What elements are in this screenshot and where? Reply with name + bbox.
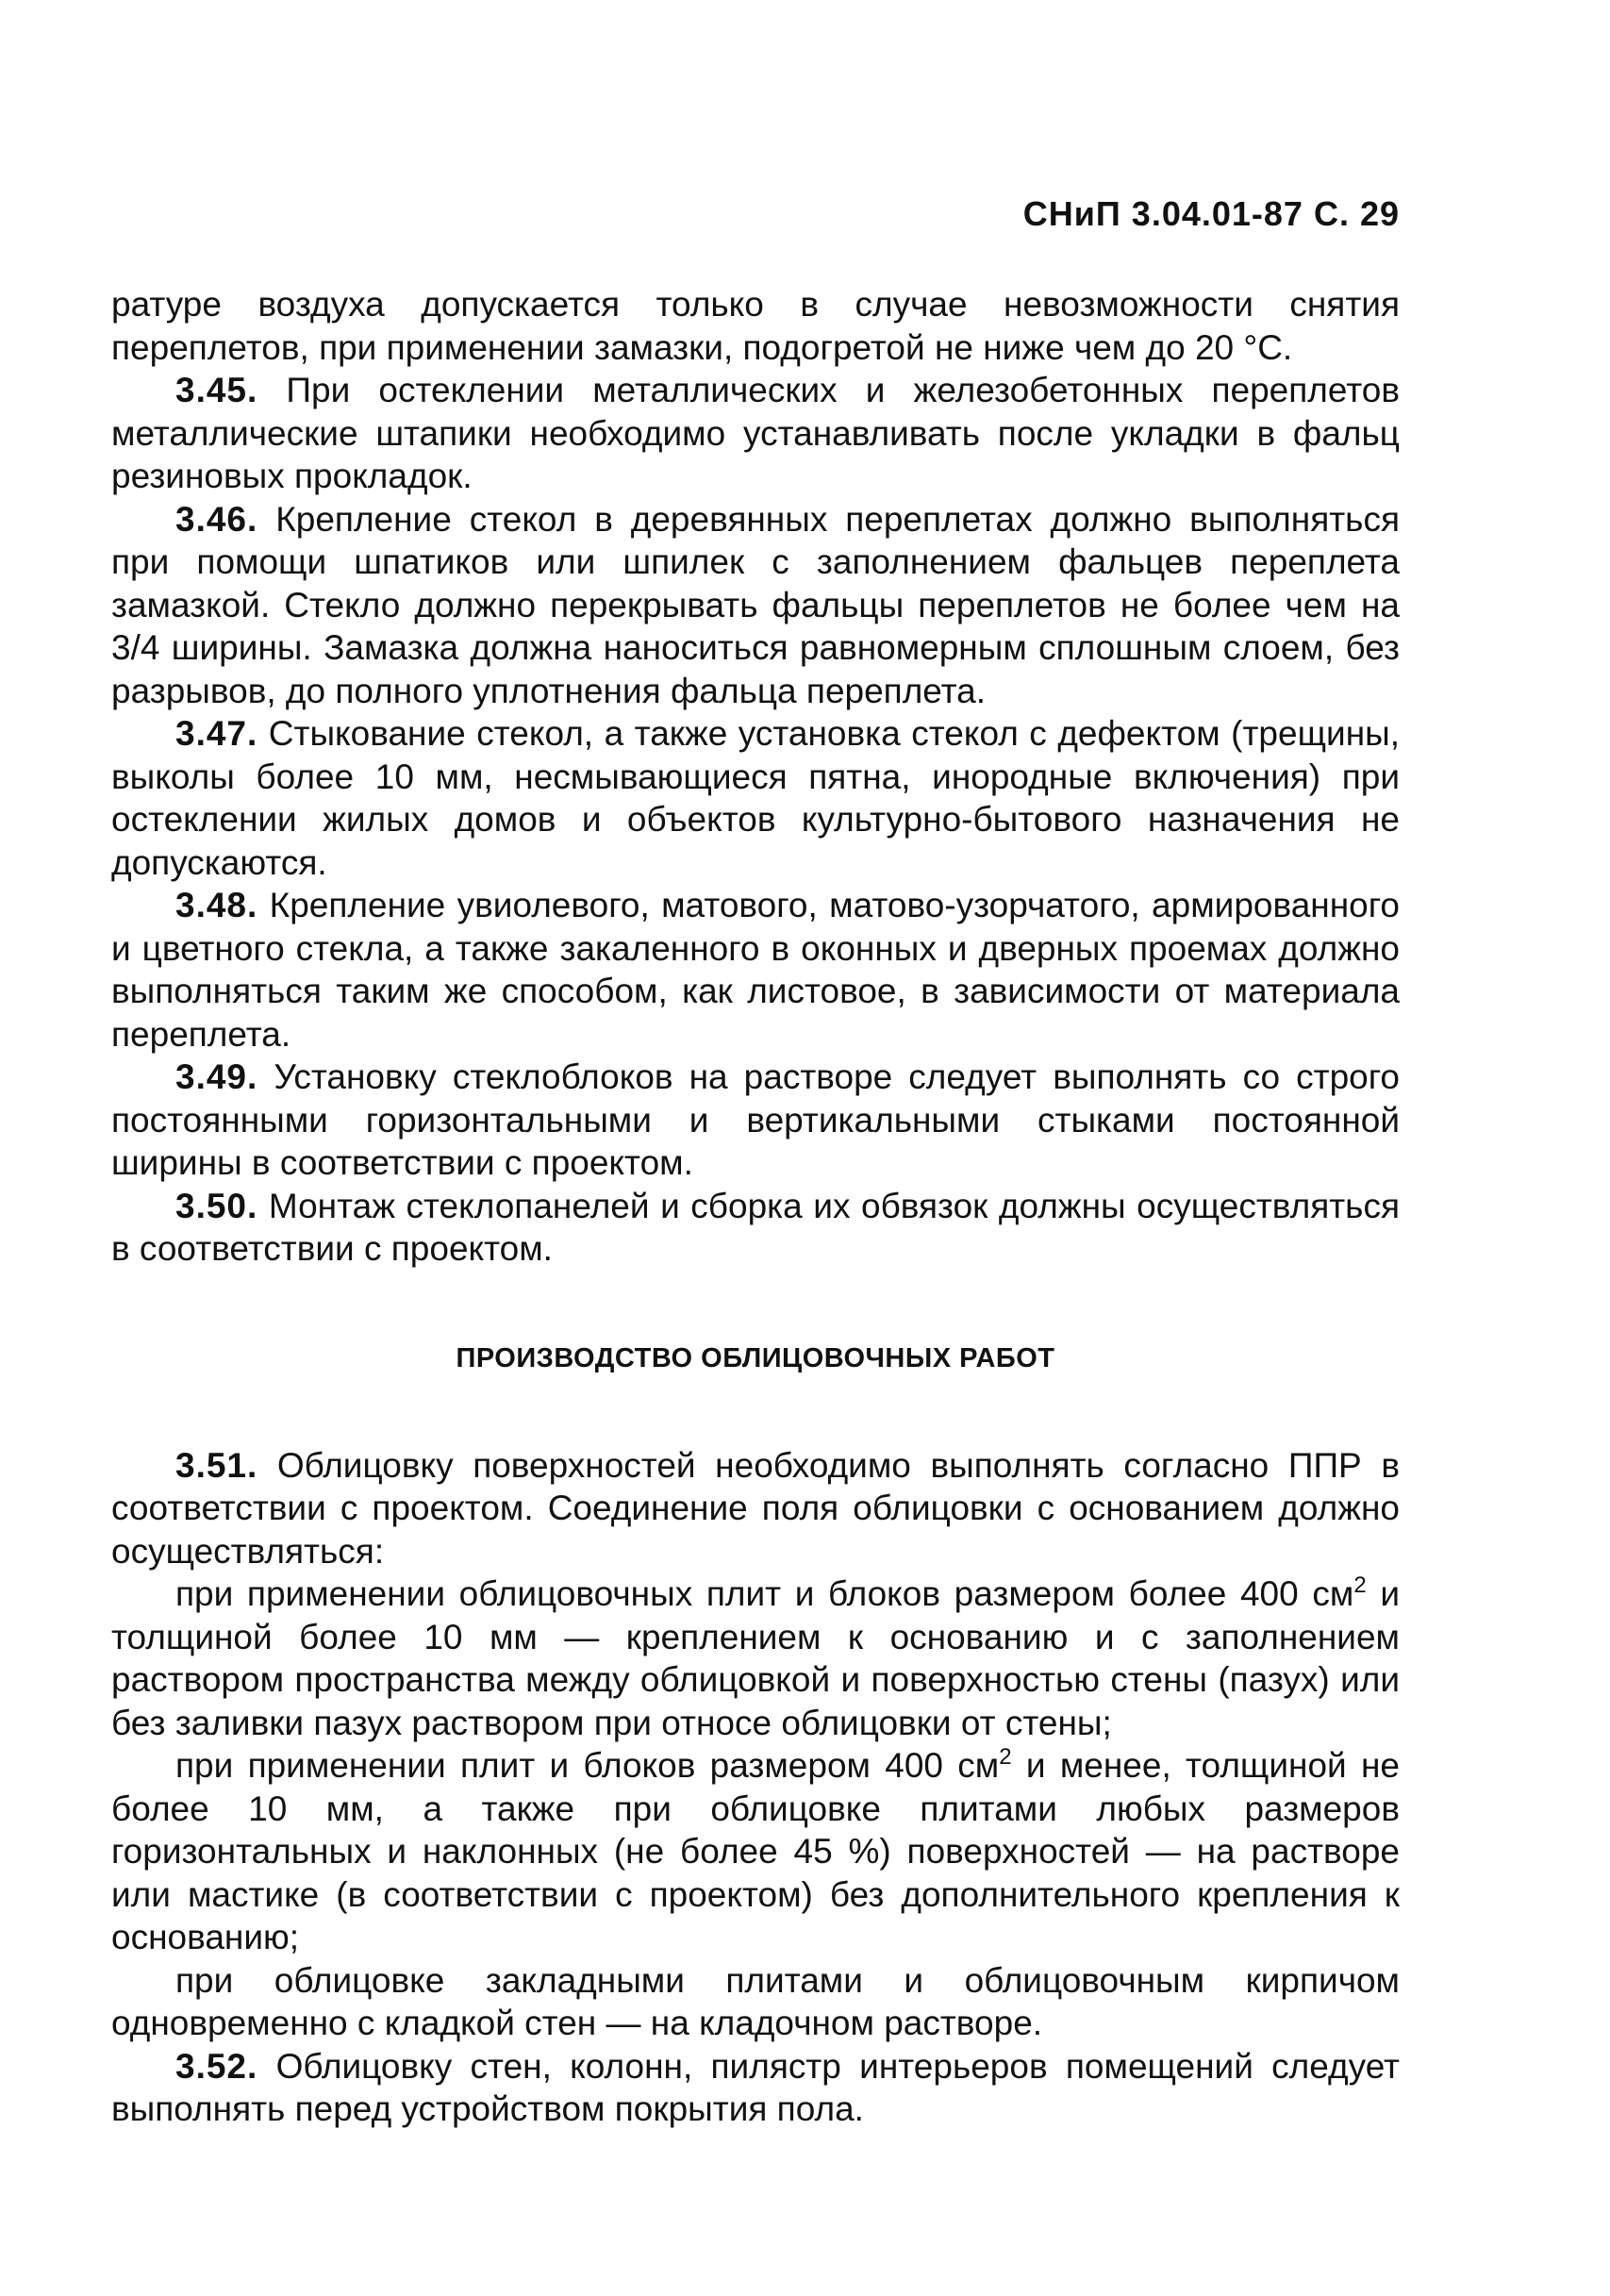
superscript-2: 2 (1353, 1572, 1367, 1598)
subparagraph-large-plates (111, 1572, 1400, 1744)
paragraph-text: При остеклении металлических и железобетонных переплетов металлические штапики необходимо устанавливать после укладки в фальц резиновых прокладок. (111, 371, 1400, 495)
paragraph-text: Монтаж стеклопанелей и сборка их обвязок должны осуществляться в соответствии с проектом. (111, 1186, 1400, 1268)
paragraph-number: 3.50. (175, 1186, 258, 1225)
paragraph-3-50 (111, 1185, 1400, 1271)
paragraph-3-52 (111, 2045, 1400, 2131)
subparagraph-text-b: и толщиной более 10 мм — креплением к основанию и с заполнением раствором пространства между облицовкой и поверхностью стены (пазух) или без заливки пазух раствором при относе облицовки от стены; (111, 1574, 1400, 1742)
paragraph-text: ратуре воздуха допускается только в случае невозможности снятия переплетов, при применении замазки, подогретой не ниже чем до 20 °С. (111, 285, 1400, 367)
subparagraph-text: при облицовке закладными плитами и облицовочным кирпичом одновременно с кладкой стен — на кладочном растворе. (111, 1960, 1400, 2042)
subparagraph-small-plates (111, 1744, 1400, 1959)
superscript-2: 2 (999, 1744, 1012, 1770)
paragraph-number: 3.47. (175, 714, 258, 753)
subparagraph-text-a: при применении облицовочных плит и блоков размером более 400 см (175, 1574, 1354, 1613)
paragraph-text: Стыкование стекол, а также установка стекол с дефектом (трещины, выколы более 10 мм, несмывающиеся пятна, инородные включения) при остеклении жилых домов и объектов культурно-бытового назначения не допускаются. (111, 714, 1400, 882)
paragraph-text: Установку стеклоблоков на растворе следует выполнять со строго постоянными горизонтальными и вертикальными стыками постоянной ширины в соответствии с проектом. (111, 1057, 1400, 1182)
paragraph-3-46 (111, 498, 1400, 713)
paragraph-text: Крепление увиолевого, матового, матово-узорчатого, армированного и цветного стекла, а также закаленного в оконных и дверных проемах должно выполняться таким же способом, как листовое, в зависимости от материала переплета. (111, 886, 1400, 1054)
paragraph-text: Облицовку поверхностей необходимо выполнять согласно ППР в соответствии с проектом. Соединение поля облицовки с основанием должно осуществляться: (111, 1445, 1400, 1571)
paragraph-3-45 (111, 369, 1400, 498)
running-header: СНиП 3.04.01-87 С. 29 (1022, 194, 1400, 233)
paragraph-number: 3.48. (175, 886, 258, 924)
section-heading: ПРОИЗВОДСТВО ОБЛИЦОВОЧНЫХ РАБОТ (456, 1342, 1055, 1373)
paragraph-3-49 (111, 1056, 1400, 1185)
paragraph-text: Облицовку стен, колонн, пилястр интерьеров помещений следует выполнять перед устройством покрытия пола. (111, 2046, 1400, 2128)
paragraph-number: 3.51. (175, 1445, 258, 1485)
paragraph-number: 3.46. (175, 499, 258, 539)
page-body (111, 283, 1400, 2131)
subparagraph-embedded-plates (111, 1959, 1400, 2045)
paragraph-number: 3.52. (175, 2046, 258, 2086)
paragraph-continuation (111, 283, 1400, 369)
paragraph-text: Крепление стекол в деревянных переплетах должно выполняться при помощи шпатиков или шпилек с заполнением фальцев переплета замазкой. Стекло должно перекрывать фальцы переплетов не более чем на 3/4 ширины. Замазка должна наноситься равномерным сплошным слоем, без разрывов, до полного уплотнения фальца переплета. (111, 499, 1400, 710)
paragraph-number: 3.45. (175, 371, 258, 409)
subparagraph-text-a: при применении плит и блоков размером 400 см (175, 1746, 1000, 1785)
subparagraph-text-b: и менее, толщиной не более 10 мм, а также при облицовке плитами любых размеров горизонтальных и наклонных (не более 45 %) поверхностей — на растворе или мастике (в соответствии с проектом) без дополнительного крепления к основанию; (111, 1746, 1400, 1956)
paragraph-3-51 (111, 1444, 1400, 1573)
paragraph-3-47 (111, 712, 1400, 884)
paragraph-3-48 (111, 884, 1400, 1056)
paragraph-number: 3.49. (175, 1057, 258, 1096)
